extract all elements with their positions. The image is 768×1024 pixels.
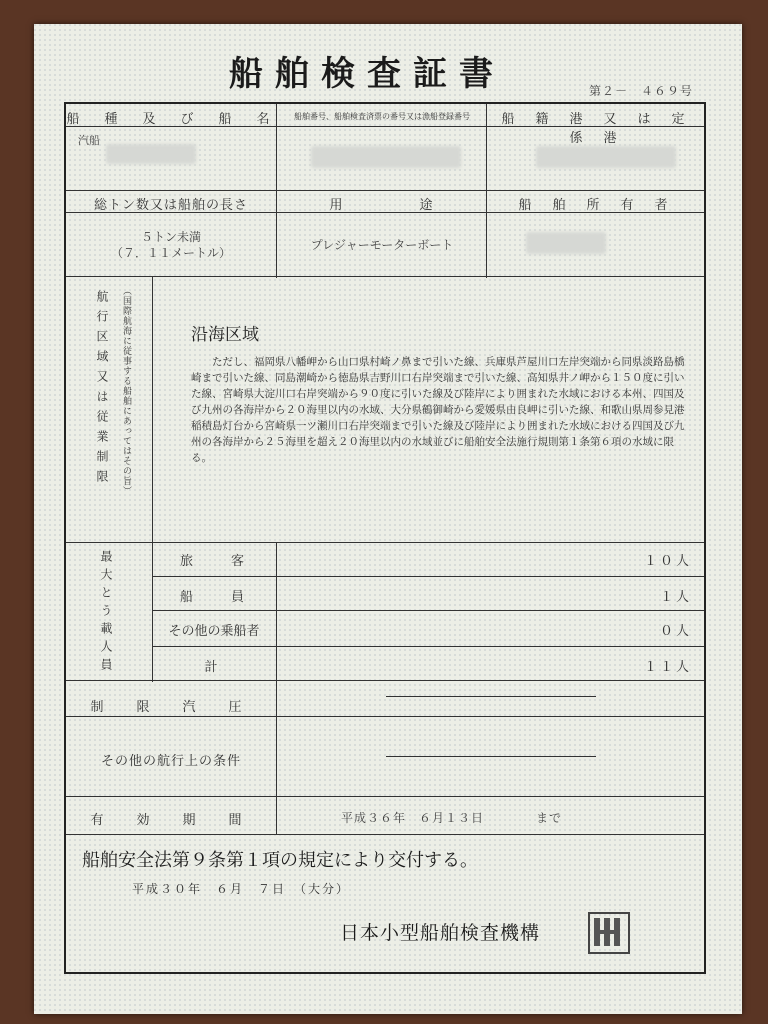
header-tonnage: 総トン数又は船舶の長さ — [93, 198, 248, 213]
header-ship-type-name: 船 種 及 び 船 名 — [66, 112, 276, 127]
capacity-label-others: その他の乗船者 — [168, 624, 260, 639]
ship-type-value: 汽船 — [78, 134, 100, 147]
capacity-value-passengers: １０人 — [643, 554, 692, 569]
capacity-value-total: １１人 — [643, 660, 692, 675]
official-seal — [588, 912, 630, 954]
header-use: 用 途 — [329, 198, 435, 213]
issue-statement: 船舶安全法第９条第１項の規定により交付する。 — [82, 850, 478, 871]
validity-label: 有 効 期 間 — [90, 813, 252, 828]
tonnage-value: ５トン未満 — [140, 230, 201, 244]
conditions-label: その他の航行上の条件 — [100, 754, 241, 769]
issuing-organization: 日本小型船舶検査機構 — [340, 922, 541, 944]
capacity-value-crew: １人 — [659, 590, 692, 605]
header-owner: 船 舶 所 有 者 — [518, 198, 672, 213]
navigation-label: 航行区域又は従業制限 — [95, 290, 109, 490]
issue-date: 平成３０年 ６月 ７日 （大分） — [132, 882, 351, 896]
navigation-area-text: ただし、福岡県八幡岬から山口県村崎ノ鼻まで引いた線、兵庫県芦屋川口左岸突端から同県淡路島橋崎まで引いた線、同島潮崎から徳島県吉野川口右岸突端まで引いた線、高知県井ノ岬から１５０度に引いた線、宮崎県大淀川口右岸突端から９０度に引いた線及び陸岸により囲まれた水域における本州、四国及び九州の各海岸から２０海里以内の水域、大分県鶴御崎から愛媛県由良岬に引いた線、和歌山県周参見港稲積島灯台から宮崎県一ツ瀬川口右岸突端まで引いた線及び陸岸により囲まれた水域における四国及び九州の各海岸から２５海里を超え２０海里以内の水域並びに船舶安全法施行規則第１条第６項の水域に限る。 — [191, 356, 685, 464]
redacted-port — [536, 146, 676, 168]
certificate-table — [64, 102, 706, 974]
navigation-sub-label: （国際航海に従事する船舶にあってはその旨） — [121, 286, 131, 496]
conditions-blank-line — [386, 756, 596, 757]
length-value: （７．１１メートル） — [110, 246, 231, 260]
redacted-owner — [526, 232, 606, 254]
use-value: プレジャーモーターボート — [310, 238, 454, 252]
capacity-label: 最大とう載人員 — [99, 550, 113, 676]
pressure-label: 制 限 汽 圧 — [90, 700, 252, 715]
certificate-document — [34, 24, 742, 1014]
pressure-blank-line — [386, 696, 596, 697]
redacted-ship-number — [311, 146, 461, 168]
header-port: 船 籍 港 又 は 定 係 港 — [501, 112, 706, 146]
capacity-label-passengers: 旅 客 — [179, 554, 248, 569]
document-title: 船舶検査証書 — [229, 54, 505, 94]
certificate-number: 第２－ ４６９号 — [589, 84, 694, 98]
capacity-label-crew: 船 員 — [179, 590, 248, 605]
capacity-value-others: ０人 — [659, 624, 692, 639]
validity-value: 平成３６年 ６月１３日 まで — [341, 811, 563, 825]
capacity-label-total: 計 — [204, 660, 224, 675]
redacted-ship-name — [106, 144, 196, 164]
header-ship-number: 船舶番号、船舶検査済票の番号又は漁船登録番号 — [294, 112, 470, 121]
navigation-area-title: 沿海区域 — [191, 325, 259, 345]
